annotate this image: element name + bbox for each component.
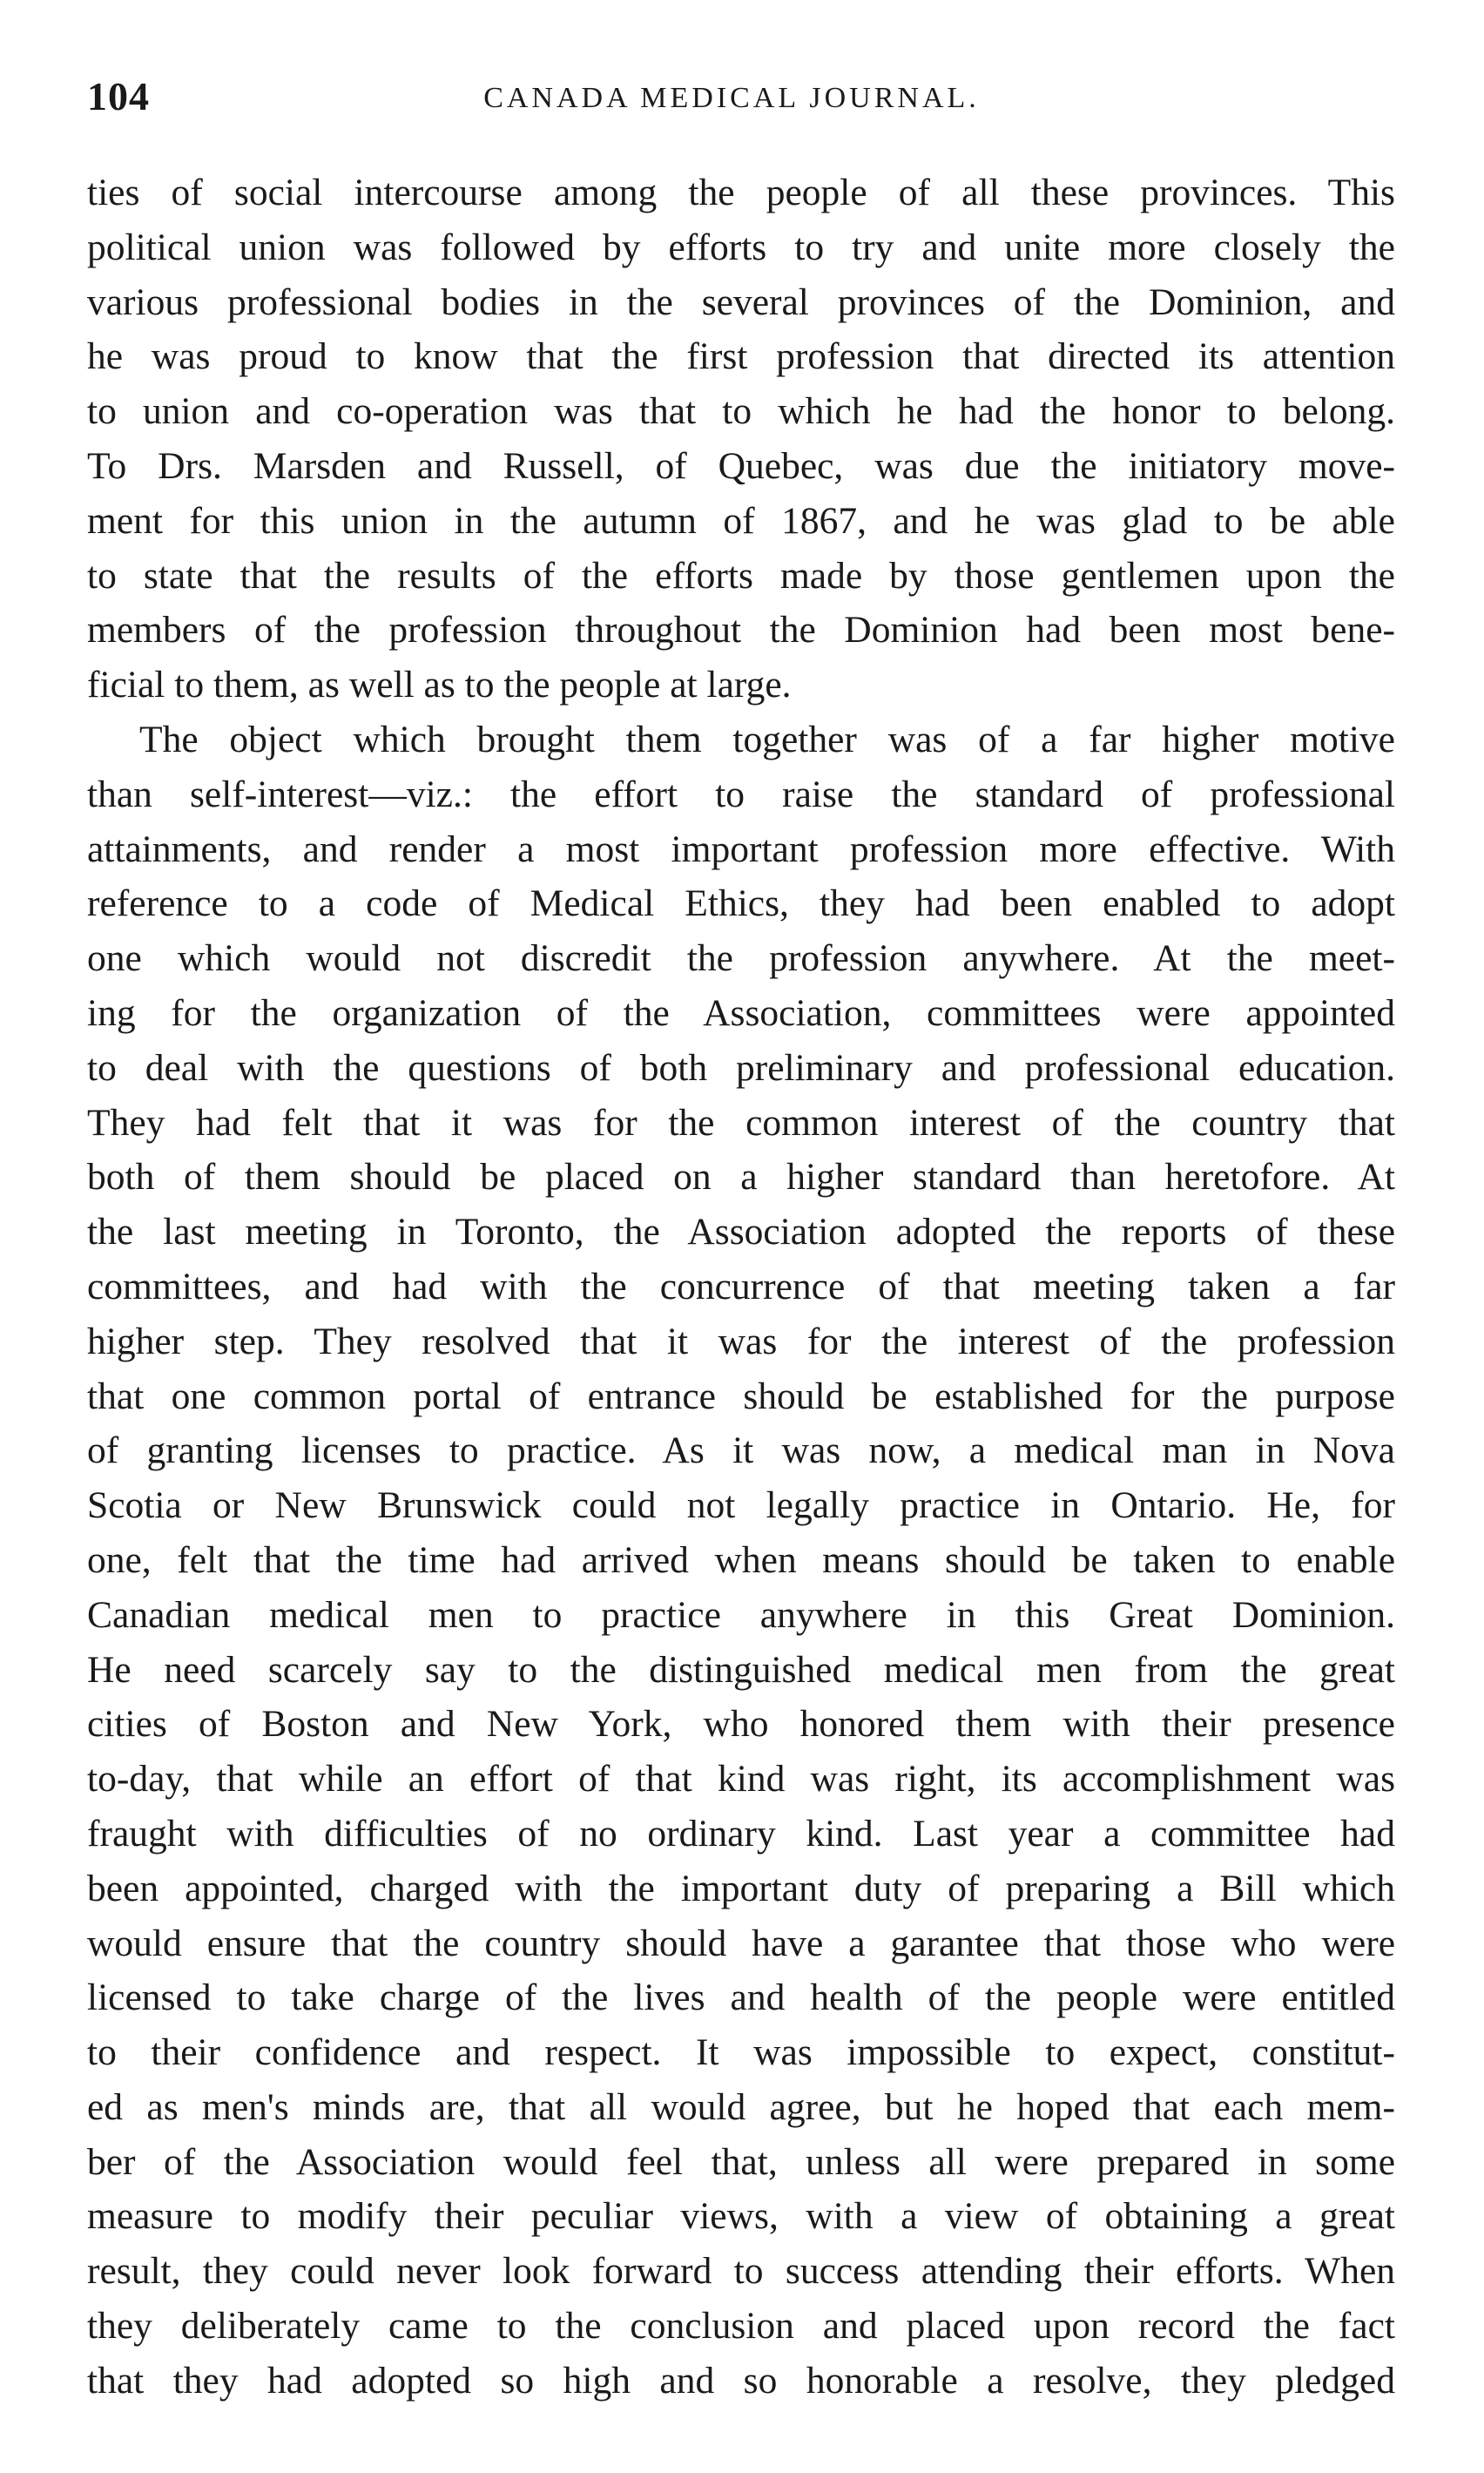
text-line: of granting licenses to practice. As it was now, a medical man in Nova bbox=[87, 1429, 1395, 1472]
text-line: ties of social intercourse among the people of all these provinces. This bbox=[87, 172, 1395, 213]
page-number: 104 bbox=[87, 74, 150, 118]
text-line: To Drs. Marsden and Russell, of Quebec, was due the initiatory move- bbox=[87, 444, 1395, 487]
paragraph bbox=[87, 713, 1395, 2409]
text-line: to their confidence and respect. It was impossible to expect, constitut- bbox=[87, 2031, 1395, 2074]
text-line: they deliberately came to the conclusion and placed upon record the fact bbox=[87, 2305, 1395, 2348]
text-line: both of them should be placed on a higher standard than heretofore. At bbox=[87, 1156, 1395, 1199]
text-line: members of the profession throughout the Dominion had been most bene- bbox=[87, 609, 1395, 652]
text-line: to-day, that while an effort of that kind was right, its accomplishment was bbox=[87, 1758, 1395, 1801]
text-line: to deal with the questions of both preliminary and professional education. bbox=[87, 1046, 1395, 1089]
text-line: one which would not discredit the profession anywhere. At the meet- bbox=[87, 937, 1395, 980]
text-line: that one common portal of entrance should be established for the purpose bbox=[87, 1375, 1395, 1417]
text-line: that they had adopted so high and so honorable a resolve, they pledged bbox=[87, 2359, 1395, 2402]
text-line: Scotia or New Brunswick could not legally practice in Ontario. He, for bbox=[87, 1484, 1395, 1527]
text-line: to state that the results of the efforts made by those gentlemen upon the bbox=[87, 554, 1395, 597]
text-line: to union and co-operation was that to which he had the honor to belong. bbox=[87, 390, 1395, 433]
text-line: reference to a code of Medical Ethics, they had been enabled to adopt bbox=[87, 882, 1395, 925]
text-line: ed as men's minds are, that all would agree, but he hoped that each mem- bbox=[87, 2085, 1395, 2128]
body-text bbox=[87, 166, 1395, 2409]
text-line: political union was followed by efforts to try and unite more closely the bbox=[87, 226, 1395, 268]
text-line: ber of the Association would feel that, unless all were prepared in some bbox=[87, 2140, 1395, 2183]
paragraph bbox=[87, 166, 1395, 713]
running-head: CANADA MEDICAL JOURNAL. bbox=[483, 82, 980, 114]
text-line: various professional bodies in the several provinces of the Dominion, and bbox=[87, 280, 1395, 323]
page-header bbox=[87, 73, 1376, 125]
text-line: fraught with difficulties of no ordinary kind. Last year a committee had bbox=[87, 1812, 1395, 1855]
text-line: been appointed, charged with the important duty of preparing a Bill which bbox=[87, 1867, 1395, 1909]
text-line: result, they could never look forward to success attending their efforts. When bbox=[87, 2250, 1395, 2293]
text-line: would ensure that the country should have a garantee that those who were bbox=[87, 1922, 1395, 1964]
text-line: Canadian medical men to practice anywhere in this Great Dominion. bbox=[87, 1593, 1395, 1636]
text-line: licensed to take charge of the lives and health of the people were entitled bbox=[87, 1976, 1395, 2019]
text-line: He need scarcely say to the distinguished medical men from the great bbox=[87, 1648, 1395, 1691]
text-line: attainments, and render a most important profession more effective. With bbox=[87, 828, 1395, 870]
text-line: ficial to them, as well as to the people at large. bbox=[87, 664, 792, 706]
text-line: ment for this union in the autumn of 1867, and he was glad to be able bbox=[87, 499, 1395, 542]
text-line: one, felt that the time had arrived when means should be taken to enable bbox=[87, 1538, 1395, 1581]
text-line: he was proud to know that the first profession that directed its attention bbox=[87, 335, 1395, 378]
text-line: ing for the organization of the Association, committees were appointed bbox=[87, 991, 1395, 1034]
text-line: higher step. They resolved that it was for the interest of the profession bbox=[87, 1320, 1395, 1362]
text-line: measure to modify their peculiar views, with a view of obtaining a great bbox=[87, 2195, 1395, 2238]
text-line: They had felt that it was for the common interest of the country that bbox=[87, 1101, 1395, 1144]
text-line: cities of Boston and New York, who honored them with their presence bbox=[87, 1703, 1395, 1746]
text-line: the last meeting in Toronto, the Association adopted the reports of these bbox=[87, 1211, 1395, 1253]
text-line: committees, and had with the concurrence of that meeting taken a far bbox=[87, 1265, 1395, 1307]
text-line: The object which brought them together was of a far higher motive bbox=[139, 718, 1395, 760]
text-line: than self-interest—viz.: the effort to raise the standard of professional bbox=[87, 773, 1395, 815]
